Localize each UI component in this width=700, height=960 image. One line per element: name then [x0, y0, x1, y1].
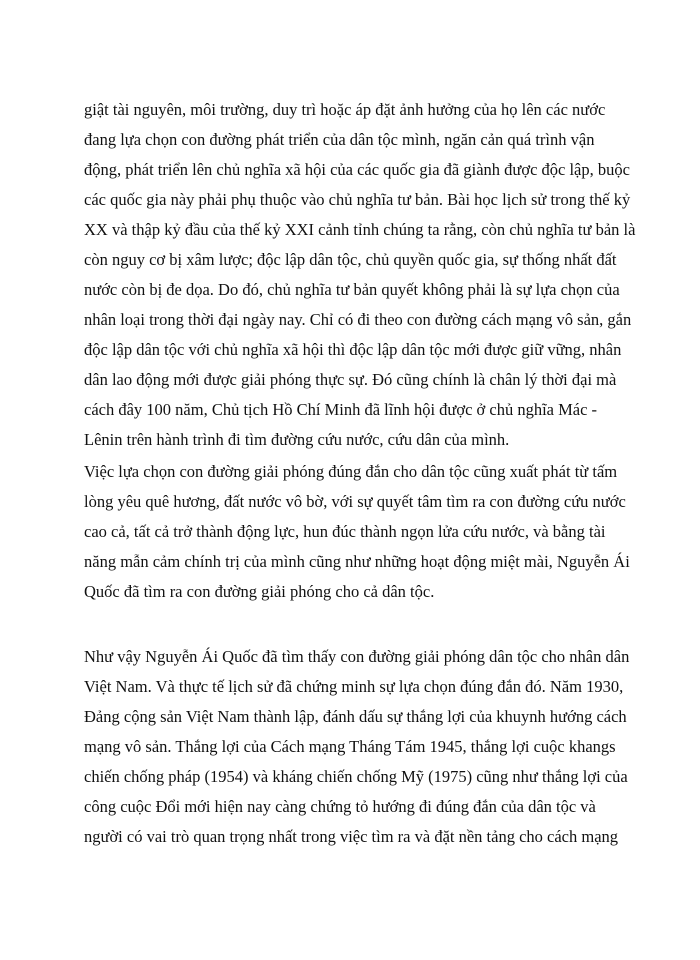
text-line: Việc lựa chọn con đường giải phóng đúng đắn cho dân tộc cũng xuất phát từ tấm — [84, 462, 618, 481]
text-line: Quốc đã tìm ra con đường giải phóng cho cả dân tộc. — [84, 582, 435, 601]
text-line: Như vậy Nguyễn Ái Quốc đã tìm thấy con đường giải phóng dân tộc cho nhân dân — [84, 647, 630, 666]
text-line: chiến chống pháp (1954) và kháng chiến chống Mỹ (1975) cũng như thắng lợi của — [84, 767, 628, 786]
text-line: các quốc gia này phải phụ thuộc vào chủ nghĩa tư bản. Bài học lịch sử trong thế kỷ — [84, 190, 631, 209]
text-line: Lênin trên hành trình đi tìm đường cứu nước, cứu dân của mình. — [84, 430, 510, 449]
text-line: động, phát triển lên chủ nghĩa xã hội của các quốc gia đã giành được độc lập, buộc — [84, 160, 630, 179]
text-line: đang lựa chọn con đường phát triển của dân tộc mình, ngăn cản quá trình vận — [84, 130, 595, 149]
text-line: nước còn bị đe dọa. Do đó, chủ nghĩa tư bản quyết không phải là sự lựa chọn của — [84, 280, 620, 299]
text-line: XX và thập kỷ đầu của thế kỷ XXI cảnh tỉnh chúng ta rằng, còn chủ nghĩa tư bản là — [84, 220, 636, 239]
paragraph-2 — [84, 457, 630, 607]
text-line: Đảng cộng sản Việt Nam thành lập, đánh dấu sự thắng lợi của khuynh hướng cách — [84, 707, 627, 726]
text-line: nhân loại trong thời đại ngày nay. Chỉ có đi theo con đường cách mạng vô sản, gắn — [84, 310, 632, 329]
text-line: năng mẫn cảm chính trị của mình cũng như những hoạt động miệt mài, Nguyễn Ái — [84, 552, 630, 571]
text-line: người có vai trò quan trọng nhất trong việc tìm ra và đặt nền tảng cho cách mạng — [84, 827, 619, 846]
text-line: cao cả, tất cả trở thành động lực, hun đúc thành ngọn lửa cứu nước, và bằng tài — [84, 522, 606, 541]
text-line: độc lập dân tộc với chủ nghĩa xã hội thì độc lập dân tộc mới được giữ vững, nhân — [84, 340, 622, 359]
text-line: Việt Nam. Và thực tế lịch sử đã chứng minh sự lựa chọn đúng đắn đó. Năm 1930, — [84, 677, 624, 696]
text-line: mạng vô sản. Thắng lợi của Cách mạng Tháng Tám 1945, thắng lợi cuộc khangs — [84, 737, 616, 756]
text-line: dân lao động mới được giải phóng thực sự. Đó cũng chính là chân lý thời đại mà — [84, 370, 617, 389]
text-line: lòng yêu quê hương, đất nước vô bờ, với sự quyết tâm tìm ra con đường cứu nước — [84, 492, 626, 511]
text-line: còn nguy cơ bị xâm lược; độc lập dân tộc, chủ quyền quốc gia, sự thống nhất đất — [84, 250, 617, 269]
paragraph-3 — [84, 642, 630, 852]
text-line: công cuộc Đổi mới hiện nay càng chứng tỏ hướng đi đúng đắn của dân tộc và — [84, 797, 596, 816]
paragraph-1 — [84, 95, 636, 455]
text-line: cách đây 100 năm, Chủ tịch Hồ Chí Minh đã lĩnh hội được ở chủ nghĩa Mác - — [84, 400, 598, 419]
text-line: giật tài nguyên, môi trường, duy trì hoặc áp đặt ảnh hưởng của họ lên các nước — [84, 100, 606, 119]
